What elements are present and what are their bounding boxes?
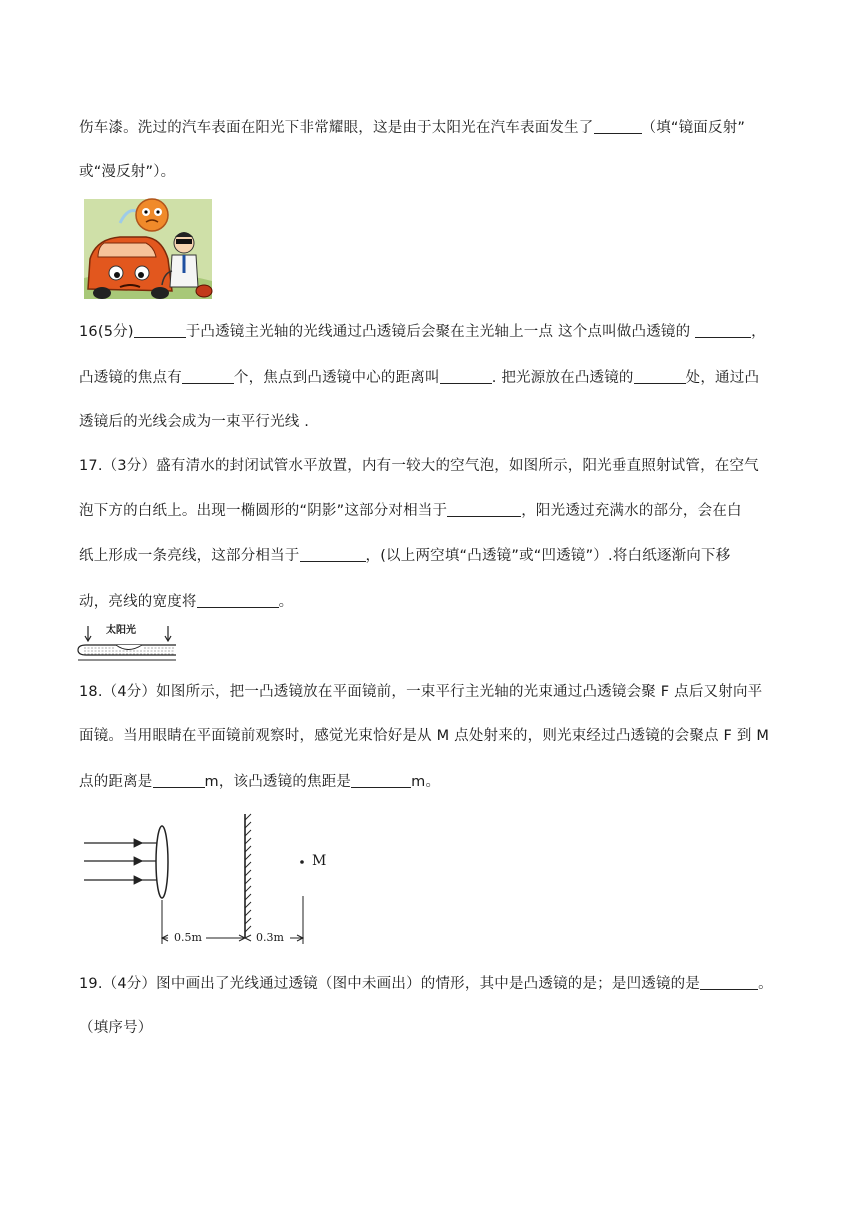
q18-text-3c: m。 (411, 774, 441, 790)
distance-mirror-m: 0.3m (256, 931, 284, 944)
q17-text-4a: 动，亮线的宽度将 (79, 594, 197, 610)
answer-blank (440, 369, 492, 384)
q17-text-1: 17.（3分）盛有清水的封闭试管水平放置，内有一较大的空气泡，如图所示，阳光垂直照射试管，在空气 (79, 458, 759, 474)
answer-blank (197, 593, 279, 608)
q19-text-2: （填序号） (79, 1020, 153, 1036)
answer-blank (700, 975, 758, 990)
q17-line-4 (79, 592, 791, 612)
q15-line-1 (79, 118, 791, 138)
q15-text-2: 或“漫反射”）。 (79, 164, 176, 180)
q16-text-end: ， (751, 324, 766, 340)
q17-line-2 (79, 501, 791, 521)
answer-blank (300, 547, 366, 562)
q17-text-2b: ，阳光透过充满水的部分，会在白 (521, 503, 742, 519)
answer-blank (695, 323, 751, 338)
q16-text-2c: . 把光源放在凸透镜的 (491, 370, 634, 386)
q16-text-2a: 凸透镜的焦点有 (79, 370, 182, 386)
answer-blank (447, 502, 521, 517)
answer-blank (594, 119, 642, 134)
q18-line-2 (79, 726, 791, 746)
q17-text-3a: 纸上形成一条亮线，这部分相当于 (79, 548, 300, 564)
test-tube-figure (76, 624, 178, 666)
answer-blank (134, 323, 186, 338)
q16-text-2b: 个，焦点到凸透镜中心的距离叫 (233, 370, 440, 386)
q15-line-2 (79, 162, 791, 182)
q15-text: 伤车漆。洗过的汽车表面在阳光下非常耀眼，这是由于太阳光在汽车表面发生了 (79, 120, 594, 136)
distance-lens-mirror: 0.5m (174, 931, 202, 944)
point-m-label: M (312, 853, 327, 869)
q16-text-2d: 处，通过凸 (685, 370, 760, 386)
q16-text-3: 透镜后的光线会成为一束平行光线 . (79, 414, 310, 430)
q17-line-3 (79, 546, 791, 566)
car-washing-illustration (80, 193, 220, 307)
q18-line-1 (79, 682, 791, 702)
q18-line-3 (79, 772, 791, 792)
q18-text-2: 面镜。当用眼睛在平面镜前观察时，感觉光束恰好是从 M 点处射来的，则光束经过凸透镜的会聚点 F 到 M (79, 728, 770, 744)
answer-blank (182, 369, 234, 384)
answer-blank (634, 369, 686, 384)
q18-text-3a: 点的距离是 (79, 774, 153, 790)
q16-line-1 (79, 322, 791, 342)
q16-line-3 (79, 412, 791, 432)
q17-text-4b: 。 (278, 594, 294, 610)
q16-label: 16(5分) (79, 324, 134, 340)
q19-line-1 (79, 974, 791, 994)
q16-line-2 (79, 368, 791, 388)
q17-text-2a: 泡下方的白纸上。出现一椭圆形的“阴影”这部分对相当于 (79, 503, 448, 519)
q19-text-1b: 。 (758, 976, 773, 992)
q18-text-1: 18.（4分）如图所示，把一凸透镜放在平面镜前，一束平行主光轴的光束通过凸透镜会聚 F 点后又射向平 (79, 684, 763, 700)
q17-line-1 (79, 456, 791, 476)
sunlight-label: 太阳光 (106, 625, 136, 636)
answer-blank (153, 773, 205, 788)
q19-text-1a: 19.（4分）图中画出了光线通过透镜（图中未画出）的情形，其中是凸透镜的是；是凹透镜的是 (79, 976, 701, 992)
q19-line-2 (79, 1018, 791, 1038)
q16-text: 于凸透镜主光轴的光线通过凸透镜后会聚在主光轴上一点 这个点叫做凸透镜的 (185, 324, 691, 340)
q17-text-3b: ，(以上两空填“凸透镜”或“凹透镜”）.将白纸逐渐向下移 (365, 548, 731, 564)
q15-text-end: （填“镜面反射” (641, 120, 746, 136)
answer-blank (351, 773, 411, 788)
q18-text-3b: m，该凸透镜的焦距是 (204, 774, 352, 790)
lens-mirror-figure (80, 810, 340, 956)
